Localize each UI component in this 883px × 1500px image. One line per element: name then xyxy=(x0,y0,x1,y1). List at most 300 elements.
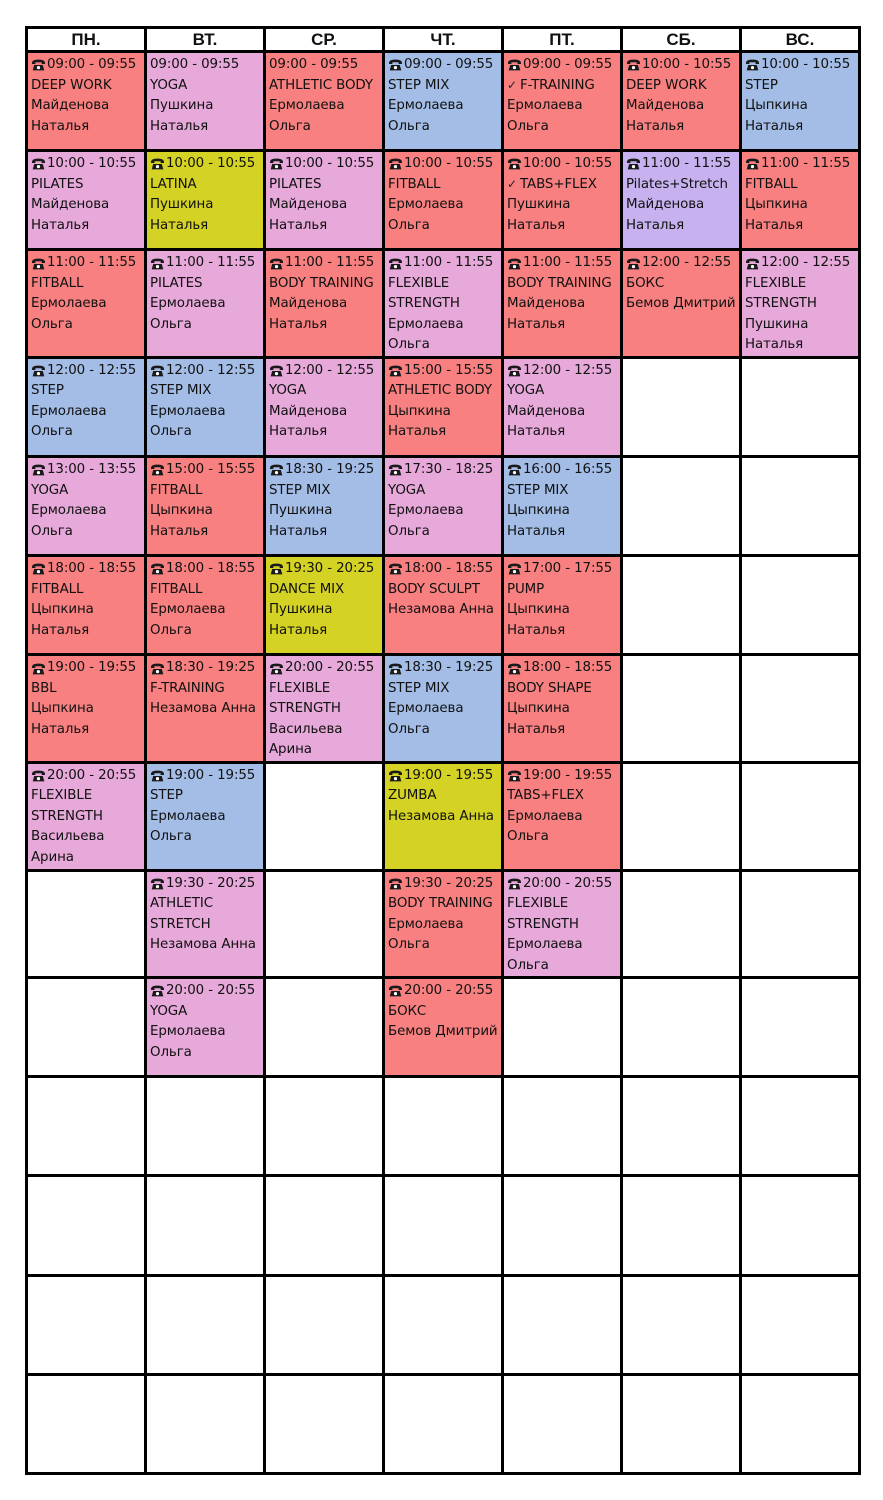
phone-icon xyxy=(150,258,165,270)
trainer-name: Ольга xyxy=(388,937,430,953)
class-time: 09:00 - 09:55 xyxy=(523,57,613,72)
trainer-name: Ольга xyxy=(31,424,73,440)
class-slot xyxy=(503,762,622,870)
class-slot xyxy=(265,151,384,250)
empty-slot xyxy=(27,1077,146,1176)
phone-icon xyxy=(31,770,46,782)
phone-icon xyxy=(269,365,284,377)
trainer-name: Ольга xyxy=(150,1044,192,1060)
trainer-name: Незамова Анна xyxy=(388,602,494,618)
trainer-name: Ольга xyxy=(507,957,549,973)
trainer-name: Наталья xyxy=(269,217,328,233)
schedule-row xyxy=(27,1374,860,1473)
trainer-name: Ермолаева xyxy=(388,916,464,932)
class-time: 15:00 - 15:55 xyxy=(404,362,494,378)
class-title: ✓ F-TRAINING xyxy=(507,77,595,93)
phone-icon xyxy=(388,878,403,890)
class-time: 12:00 - 12:55 xyxy=(642,255,732,271)
class-title: ATHLETIC BODY xyxy=(388,383,492,399)
trainer-name: Ермолаева xyxy=(507,937,583,953)
class-title: STRENGTH xyxy=(269,701,341,717)
class-title: STEP MIX xyxy=(150,383,212,399)
schedule-row xyxy=(27,151,860,250)
class-time: 18:30 - 19:25 xyxy=(404,660,494,676)
day-header: СР. xyxy=(265,28,384,52)
class-title: STRENGTH xyxy=(388,296,460,312)
class-slot xyxy=(503,250,622,358)
class-time: 11:00 - 11:55 xyxy=(523,255,613,271)
thumb-up-icon: ✓ xyxy=(507,176,517,191)
class-title: BODY TRAINING xyxy=(269,275,374,291)
phone-icon xyxy=(388,985,403,997)
class-time: 10:00 - 10:55 xyxy=(404,156,494,172)
empty-slot xyxy=(146,1077,265,1176)
class-slot xyxy=(384,52,503,151)
trainer-name: Ермолаева xyxy=(150,296,226,312)
trainer-name: Ермолаева xyxy=(269,98,345,113)
class-title: ATHLETIC BODY xyxy=(269,77,373,93)
trainer-name: Наталья xyxy=(507,316,566,332)
trainer-name: Арина xyxy=(269,742,312,758)
class-time: 20:00 - 20:55 xyxy=(523,875,613,891)
class-slot xyxy=(384,250,503,358)
trainer-name: Цыпкина xyxy=(388,403,451,419)
empty-slot xyxy=(741,762,860,870)
trainer-name: Наталья xyxy=(150,217,209,233)
day-header: ПТ. xyxy=(503,28,622,52)
class-title: БОКС xyxy=(626,275,665,291)
trainer-name: Ольга xyxy=(150,424,192,440)
empty-slot xyxy=(503,1275,622,1374)
phone-icon xyxy=(626,158,641,170)
trainer-name: Наталья xyxy=(150,523,209,539)
trainer-name: Наталья xyxy=(269,424,328,440)
trainer-name: Майденова xyxy=(507,296,586,312)
class-slot xyxy=(27,250,146,358)
class-title: Pilates+Stretch xyxy=(626,176,728,192)
class-time: 19:30 - 20:25 xyxy=(285,561,375,577)
class-slot xyxy=(27,655,146,763)
class-slot xyxy=(503,151,622,250)
schedule-row xyxy=(27,1077,860,1176)
class-slot xyxy=(27,556,146,655)
empty-slot xyxy=(27,1176,146,1275)
schedule-row xyxy=(27,556,860,655)
trainer-name: Майденова xyxy=(507,403,586,419)
class-time: 20:00 - 20:55 xyxy=(166,983,256,999)
class-title: FITBALL xyxy=(745,176,798,192)
class-time: 12:00 - 12:55 xyxy=(523,362,613,378)
class-time: 10:00 - 10:55 xyxy=(642,57,732,72)
trainer-name: Наталья xyxy=(507,721,566,737)
trainer-name: Наталья xyxy=(31,622,90,638)
weekly-schedule-table xyxy=(25,26,861,1475)
class-title: ZUMBA xyxy=(388,788,437,804)
empty-slot xyxy=(265,1374,384,1473)
phone-icon xyxy=(745,258,760,270)
class-time: 09:00 - 09:55 xyxy=(150,57,240,72)
empty-slot xyxy=(146,1374,265,1473)
phone-icon xyxy=(745,158,760,170)
empty-slot xyxy=(503,978,622,1077)
trainer-name: Цыпкина xyxy=(745,197,808,213)
trainer-name: Ольга xyxy=(507,118,549,134)
class-slot xyxy=(146,870,265,978)
phone-icon xyxy=(31,158,46,170)
trainer-name: Незамова Анна xyxy=(150,701,256,717)
schedule-row xyxy=(27,1275,860,1374)
day-header: ЧТ. xyxy=(384,28,503,52)
trainer-name: Ольга xyxy=(388,118,430,134)
class-time: 20:00 - 20:55 xyxy=(404,983,494,999)
phone-icon xyxy=(150,770,165,782)
class-slot xyxy=(741,52,860,151)
phone-icon xyxy=(626,59,641,71)
trainer-name: Майденова xyxy=(269,296,348,312)
class-slot xyxy=(384,762,503,870)
class-time: 11:00 - 11:55 xyxy=(404,255,494,271)
class-title: F-TRAINING xyxy=(150,680,225,696)
trainer-name: Бемов Дмитрий xyxy=(388,1024,498,1040)
empty-slot xyxy=(27,1374,146,1473)
class-slot xyxy=(503,556,622,655)
class-time: 11:00 - 11:55 xyxy=(642,156,732,172)
empty-slot xyxy=(265,1176,384,1275)
empty-slot xyxy=(265,978,384,1077)
trainer-name: Пушкина xyxy=(269,503,333,519)
trainer-name: Майденова xyxy=(31,98,110,113)
trainer-name: Ермолаева xyxy=(507,98,583,113)
empty-slot xyxy=(27,978,146,1077)
trainer-name: Пушкина xyxy=(150,98,214,113)
trainer-name: Пушкина xyxy=(269,602,333,618)
class-slot xyxy=(503,870,622,978)
phone-icon xyxy=(150,878,165,890)
class-title: DANCE MIX xyxy=(269,581,345,597)
trainer-name: Ольга xyxy=(150,829,192,845)
empty-slot xyxy=(741,1176,860,1275)
class-time: 19:00 - 19:55 xyxy=(166,767,256,783)
trainer-name: Наталья xyxy=(507,217,566,233)
empty-slot xyxy=(622,1176,741,1275)
class-slot xyxy=(384,655,503,763)
class-time: 19:00 - 19:55 xyxy=(404,767,494,783)
trainer-name: Ольга xyxy=(388,721,430,737)
class-title: PUMP xyxy=(507,581,545,597)
empty-slot xyxy=(384,1374,503,1473)
class-title: PILATES xyxy=(31,176,84,192)
class-title: FITBALL xyxy=(150,482,203,498)
class-slot xyxy=(622,52,741,151)
trainer-name: Ольга xyxy=(150,316,192,332)
class-title: DEEP WORK xyxy=(31,77,112,93)
trainer-name: Наталья xyxy=(745,337,804,353)
trainer-name: Цыпкина xyxy=(31,701,94,717)
class-slot xyxy=(27,151,146,250)
trainer-name: Наталья xyxy=(269,316,328,332)
phone-icon xyxy=(269,663,284,675)
class-time: 17:00 - 17:55 xyxy=(523,561,613,577)
class-time: 09:00 - 09:55 xyxy=(404,57,494,72)
class-time: 16:00 - 16:55 xyxy=(523,462,613,478)
trainer-name: Ермолаева xyxy=(507,808,583,824)
empty-slot xyxy=(146,1275,265,1374)
class-time: 09:00 - 09:55 xyxy=(47,57,137,72)
class-title: BBL xyxy=(31,680,57,696)
class-title: FLEXIBLE xyxy=(269,680,331,696)
phone-icon xyxy=(31,258,46,270)
phone-icon xyxy=(150,985,165,997)
trainer-name: Пушкина xyxy=(507,197,571,213)
trainer-name: Пушкина xyxy=(150,197,214,213)
phone-icon xyxy=(31,464,46,476)
empty-slot xyxy=(265,1275,384,1374)
class-title: YOGA xyxy=(388,482,426,498)
trainer-name: Незамова Анна xyxy=(388,808,494,824)
class-slot xyxy=(146,52,265,151)
trainer-name: Наталья xyxy=(269,523,328,539)
class-slot xyxy=(265,655,384,763)
trainer-name: Майденова xyxy=(626,197,705,213)
phone-icon xyxy=(31,59,46,71)
class-time: 18:00 - 18:55 xyxy=(404,561,494,577)
class-time: 19:30 - 20:25 xyxy=(404,875,494,891)
phone-icon xyxy=(507,464,522,476)
phone-icon xyxy=(507,563,522,575)
empty-slot xyxy=(27,870,146,978)
class-slot xyxy=(146,250,265,358)
trainer-name: Наталья xyxy=(745,118,804,134)
phone-icon xyxy=(269,158,284,170)
trainer-name: Наталья xyxy=(507,622,566,638)
phone-icon xyxy=(388,563,403,575)
class-time: 15:00 - 15:55 xyxy=(166,462,256,478)
trainer-name: Ермолаева xyxy=(150,1024,226,1040)
empty-slot xyxy=(741,1374,860,1473)
class-title: STRENGTH xyxy=(31,808,103,824)
class-title: BODY SHAPE xyxy=(507,680,592,696)
class-time: 18:30 - 19:25 xyxy=(166,660,256,676)
class-slot xyxy=(503,52,622,151)
class-slot xyxy=(146,357,265,456)
phone-icon xyxy=(269,258,284,270)
class-title: STEP xyxy=(31,383,64,399)
class-time: 11:00 - 11:55 xyxy=(166,255,256,271)
phone-icon xyxy=(388,464,403,476)
trainer-name: Ольга xyxy=(388,217,430,233)
trainer-name: Наталья xyxy=(31,217,90,233)
class-title: BODY TRAINING xyxy=(507,275,612,291)
phone-icon xyxy=(507,770,522,782)
schedule-row xyxy=(27,52,860,151)
phone-icon xyxy=(388,770,403,782)
trainer-name: Арина xyxy=(31,849,74,865)
phone-icon xyxy=(507,59,522,71)
phone-icon xyxy=(31,663,46,675)
phone-icon xyxy=(507,663,522,675)
class-title: FITBALL xyxy=(150,581,203,597)
class-time: 11:00 - 11:55 xyxy=(761,156,851,172)
class-slot xyxy=(27,357,146,456)
class-title: FLEXIBLE xyxy=(745,275,807,291)
class-slot xyxy=(146,762,265,870)
class-time: 20:00 - 20:55 xyxy=(47,767,137,783)
class-slot xyxy=(146,151,265,250)
class-title: FITBALL xyxy=(31,581,84,597)
class-time: 10:00 - 10:55 xyxy=(166,156,256,172)
trainer-name: Ермолаева xyxy=(388,503,464,519)
trainer-name: Ермолаева xyxy=(31,296,107,312)
class-title: DEEP WORK xyxy=(626,77,707,93)
phone-icon xyxy=(507,158,522,170)
trainer-name: Наталья xyxy=(507,523,566,539)
trainer-name: Ольга xyxy=(31,316,73,332)
class-title: YOGA xyxy=(150,1003,188,1019)
trainer-name: Майденова xyxy=(269,197,348,213)
class-slot xyxy=(384,357,503,456)
phone-icon xyxy=(269,563,284,575)
phone-icon xyxy=(507,365,522,377)
class-slot xyxy=(27,457,146,556)
class-title: STRETCH xyxy=(150,916,211,932)
class-slot xyxy=(384,870,503,978)
trainer-name: Бемов Дмитрий xyxy=(626,296,736,312)
empty-slot xyxy=(622,1077,741,1176)
trainer-name: Ермолаева xyxy=(388,316,464,332)
trainer-name: Ольга xyxy=(150,622,192,638)
schedule-row xyxy=(27,1176,860,1275)
empty-slot xyxy=(384,1275,503,1374)
class-time: 12:00 - 12:55 xyxy=(47,362,137,378)
phone-icon xyxy=(150,365,165,377)
class-title: STEP MIX xyxy=(388,77,450,93)
phone-icon xyxy=(150,158,165,170)
class-slot xyxy=(265,52,384,151)
day-header: СБ. xyxy=(622,28,741,52)
trainer-name: Ермолаева xyxy=(150,602,226,618)
class-title: STRENGTH xyxy=(745,296,817,312)
empty-slot xyxy=(384,1176,503,1275)
class-title: TABS+FLEX xyxy=(507,788,584,804)
trainer-name: Цыпкина xyxy=(745,98,808,113)
trainer-name: Майденова xyxy=(31,197,110,213)
class-time: 20:00 - 20:55 xyxy=(285,660,375,676)
class-title: STRENGTH xyxy=(507,916,579,932)
class-title: ✓ TABS+FLEX xyxy=(507,176,597,192)
trainer-name: Наталья xyxy=(269,622,328,638)
class-time: 10:00 - 10:55 xyxy=(761,57,851,72)
class-title: BODY TRAINING xyxy=(388,896,493,912)
class-time: 19:00 - 19:55 xyxy=(523,767,613,783)
phone-icon xyxy=(507,878,522,890)
class-slot xyxy=(741,151,860,250)
class-slot xyxy=(384,556,503,655)
schedule-row xyxy=(27,870,860,978)
class-slot xyxy=(384,457,503,556)
empty-slot xyxy=(265,1077,384,1176)
phone-icon xyxy=(388,663,403,675)
class-slot xyxy=(265,457,384,556)
class-slot xyxy=(27,762,146,870)
class-time: 13:00 - 13:55 xyxy=(47,462,137,478)
class-title: ATHLETIC xyxy=(150,896,213,912)
class-title: YOGA xyxy=(150,77,188,93)
class-slot xyxy=(146,457,265,556)
trainer-name: Цыпкина xyxy=(150,503,213,519)
class-time: 17:30 - 18:25 xyxy=(404,462,494,478)
trainer-name: Ермолаева xyxy=(31,403,107,419)
class-slot xyxy=(146,556,265,655)
trainer-name: Ермолаева xyxy=(31,503,107,519)
phone-icon xyxy=(507,258,522,270)
class-time: 10:00 - 10:55 xyxy=(47,156,137,172)
class-title: FITBALL xyxy=(31,275,84,291)
schedule-row xyxy=(27,655,860,763)
class-slot xyxy=(265,250,384,358)
class-time: 09:00 - 09:55 xyxy=(269,57,359,72)
day-header-row xyxy=(27,28,860,52)
class-time: 19:00 - 19:55 xyxy=(47,660,137,676)
class-time: 10:00 - 10:55 xyxy=(285,156,375,172)
empty-slot xyxy=(622,870,741,978)
class-time: 18:30 - 19:25 xyxy=(285,462,375,478)
trainer-name: Ермолаева xyxy=(150,808,226,824)
phone-icon xyxy=(388,258,403,270)
empty-slot xyxy=(622,457,741,556)
class-time: 18:00 - 18:55 xyxy=(47,561,137,577)
trainer-name: Наталья xyxy=(626,217,685,233)
empty-slot xyxy=(741,1275,860,1374)
class-time: 18:00 - 18:55 xyxy=(523,660,613,676)
class-slot xyxy=(384,978,503,1077)
trainer-name: Васильева xyxy=(31,829,105,845)
empty-slot xyxy=(741,457,860,556)
class-title: STEP MIX xyxy=(507,482,569,498)
class-slot xyxy=(146,655,265,763)
phone-icon xyxy=(31,365,46,377)
class-slot xyxy=(146,978,265,1077)
class-title: FLEXIBLE xyxy=(388,275,450,291)
class-time: 12:00 - 12:55 xyxy=(761,255,851,271)
trainer-name: Наталья xyxy=(31,118,90,134)
empty-slot xyxy=(384,1077,503,1176)
class-title: LATINA xyxy=(150,176,197,192)
class-slot xyxy=(503,457,622,556)
class-slot xyxy=(741,250,860,358)
trainer-name: Майденова xyxy=(269,403,348,419)
trainer-name: Наталья xyxy=(388,424,447,440)
trainer-name: Пушкина xyxy=(745,316,809,332)
class-title: YOGA xyxy=(31,482,69,498)
class-time: 12:00 - 12:55 xyxy=(285,362,375,378)
class-time: 18:00 - 18:55 xyxy=(166,561,256,577)
schedule-body xyxy=(27,52,860,1474)
class-slot xyxy=(622,151,741,250)
empty-slot xyxy=(146,1176,265,1275)
class-title: YOGA xyxy=(269,383,307,399)
empty-slot xyxy=(622,1374,741,1473)
trainer-name: Васильева xyxy=(269,721,343,737)
phone-icon xyxy=(745,59,760,71)
empty-slot xyxy=(741,978,860,1077)
trainer-name: Цыпкина xyxy=(507,602,570,618)
empty-slot xyxy=(622,762,741,870)
class-slot xyxy=(265,357,384,456)
class-slot xyxy=(503,655,622,763)
trainer-name: Ермолаева xyxy=(388,701,464,717)
phone-icon xyxy=(388,59,403,71)
trainer-name: Ольга xyxy=(388,523,430,539)
